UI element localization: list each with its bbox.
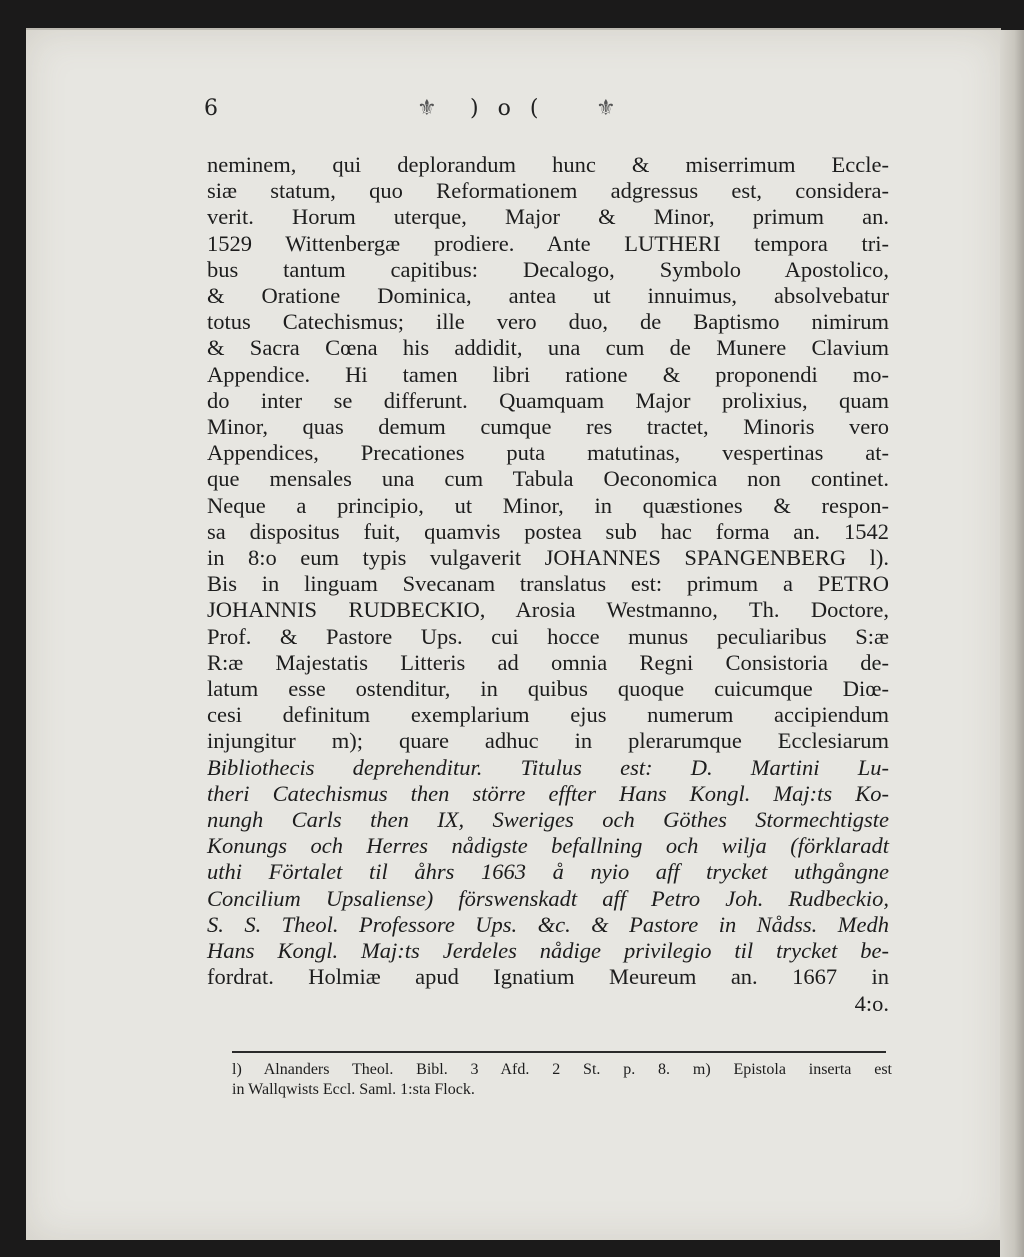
text-line: bus tantum capitibus: Decalogo, Symbolo Apostolico, bbox=[207, 256, 889, 282]
text-line: Appendice. Hi tamen libri ratione & proponendi mo- bbox=[207, 361, 889, 387]
fleur-ornament-icon: ⚜ bbox=[417, 96, 437, 121]
text-line: Bis in linguam Svecanam translatus est: primum a PETRO bbox=[207, 571, 889, 597]
body-text bbox=[207, 152, 889, 1017]
text-line: que mensales una cum Tabula Oeconomica non continet. bbox=[207, 466, 889, 492]
text-line: fordrat. Holmiæ apud Ignatium Meureum an. 1667 in bbox=[207, 964, 889, 990]
text-line: nungh Carls then IX, Sweriges och Göthes Stormechtigste bbox=[207, 807, 889, 833]
footnote-rule bbox=[232, 1051, 886, 1053]
text-line: & Oratione Dominica, antea ut innuimus, absolvebatur bbox=[207, 283, 889, 309]
text-line: Konungs och Herres nådigste befallning och wilja (förklaradt bbox=[207, 833, 889, 859]
text-line: injungitur m); quare adhuc in plerarumque Ecclesiarum bbox=[207, 728, 889, 754]
text-line: verit. Horum uterque, Major & Minor, primum an. bbox=[207, 204, 889, 230]
text-line: S. S. Theol. Professore Ups. &c. & Pastore in Nådss. Medh bbox=[207, 911, 889, 937]
text-line: cesi definitum exemplarium ejus numerum accipiendum bbox=[207, 702, 889, 728]
text-line: uthi Förtalet til åhrs 1663 å nyio aff trycket uthgångne bbox=[207, 859, 889, 885]
header-center-ornament: ) o ( bbox=[470, 96, 545, 121]
text-line: 1529 Wittenbergæ prodiere. Ante LUTHERI tempora tri- bbox=[207, 230, 889, 256]
text-line: do inter se differunt. Quamquam Major prolixius, quam bbox=[207, 387, 889, 413]
text-line: in 8:o eum typis vulgaverit JOHANNES SPANGENBERG l). bbox=[207, 545, 889, 571]
text-line: siæ statum, quo Reformationem adgressus est, considera- bbox=[207, 178, 889, 204]
text-line: Prof. & Pastore Ups. cui hocce munus peculiaribus S:æ bbox=[207, 623, 889, 649]
fleur-ornament-icon: ⚜ bbox=[596, 96, 616, 121]
text-line: 4:o. bbox=[854, 990, 889, 1016]
text-line: totus Catechismus; ille vero duo, de Baptismo nimirum bbox=[207, 309, 889, 335]
text-line: Concilium Upsaliense) förswenskadt aff Petro Joh. Rudbeckio, bbox=[207, 885, 889, 911]
text-line: Hans Kongl. Maj:ts Jerdeles nådige privilegio til trycket be- bbox=[207, 938, 889, 964]
text-line: & Sacra Cœna his addidit, una cum de Munere Clavium bbox=[207, 335, 889, 361]
running-header bbox=[204, 96, 684, 136]
text-line: sa dispositus fuit, quamvis postea sub hac forma an. 1542 bbox=[207, 518, 889, 544]
text-line: neminem, qui deplorandum hunc & miserrimum Eccle- bbox=[207, 152, 889, 177]
text-line: Neque a principio, ut Minor, in quæstiones & respon- bbox=[207, 492, 889, 518]
footnote-line: l) Alnanders Theol. Bibl. 3 Afd. 2 St. p. 8. m) Epistola inserta est bbox=[232, 1061, 892, 1078]
text-line: Bibliothecis deprehenditur. Titulus est: D. Martini Lu- bbox=[207, 754, 889, 780]
text-line: JOHANNIS RUDBECKIO, Arosia Westmanno, Th. Doctore, bbox=[207, 597, 889, 623]
page-edge bbox=[1000, 30, 1024, 1257]
text-line: theri Catechismus then större effter Hans Kongl. Maj:ts Ko- bbox=[207, 780, 889, 806]
text-line: R:æ Majestatis Litteris ad omnia Regni Consistoria de- bbox=[207, 649, 889, 675]
footnotes bbox=[232, 1060, 892, 1100]
text-line: Minor, quas demum cumque res tractet, Minoris vero bbox=[207, 414, 889, 440]
text-line: Appendices, Precationes puta matutinas, vespertinas at- bbox=[207, 440, 889, 466]
text-line: latum esse ostenditur, in quibus quoque cuicumque Diœ- bbox=[207, 676, 889, 702]
page-number: 6 bbox=[204, 96, 218, 121]
footnote-line: in Wallqwists Eccl. Saml. 1:sta Flock. bbox=[232, 1081, 475, 1098]
